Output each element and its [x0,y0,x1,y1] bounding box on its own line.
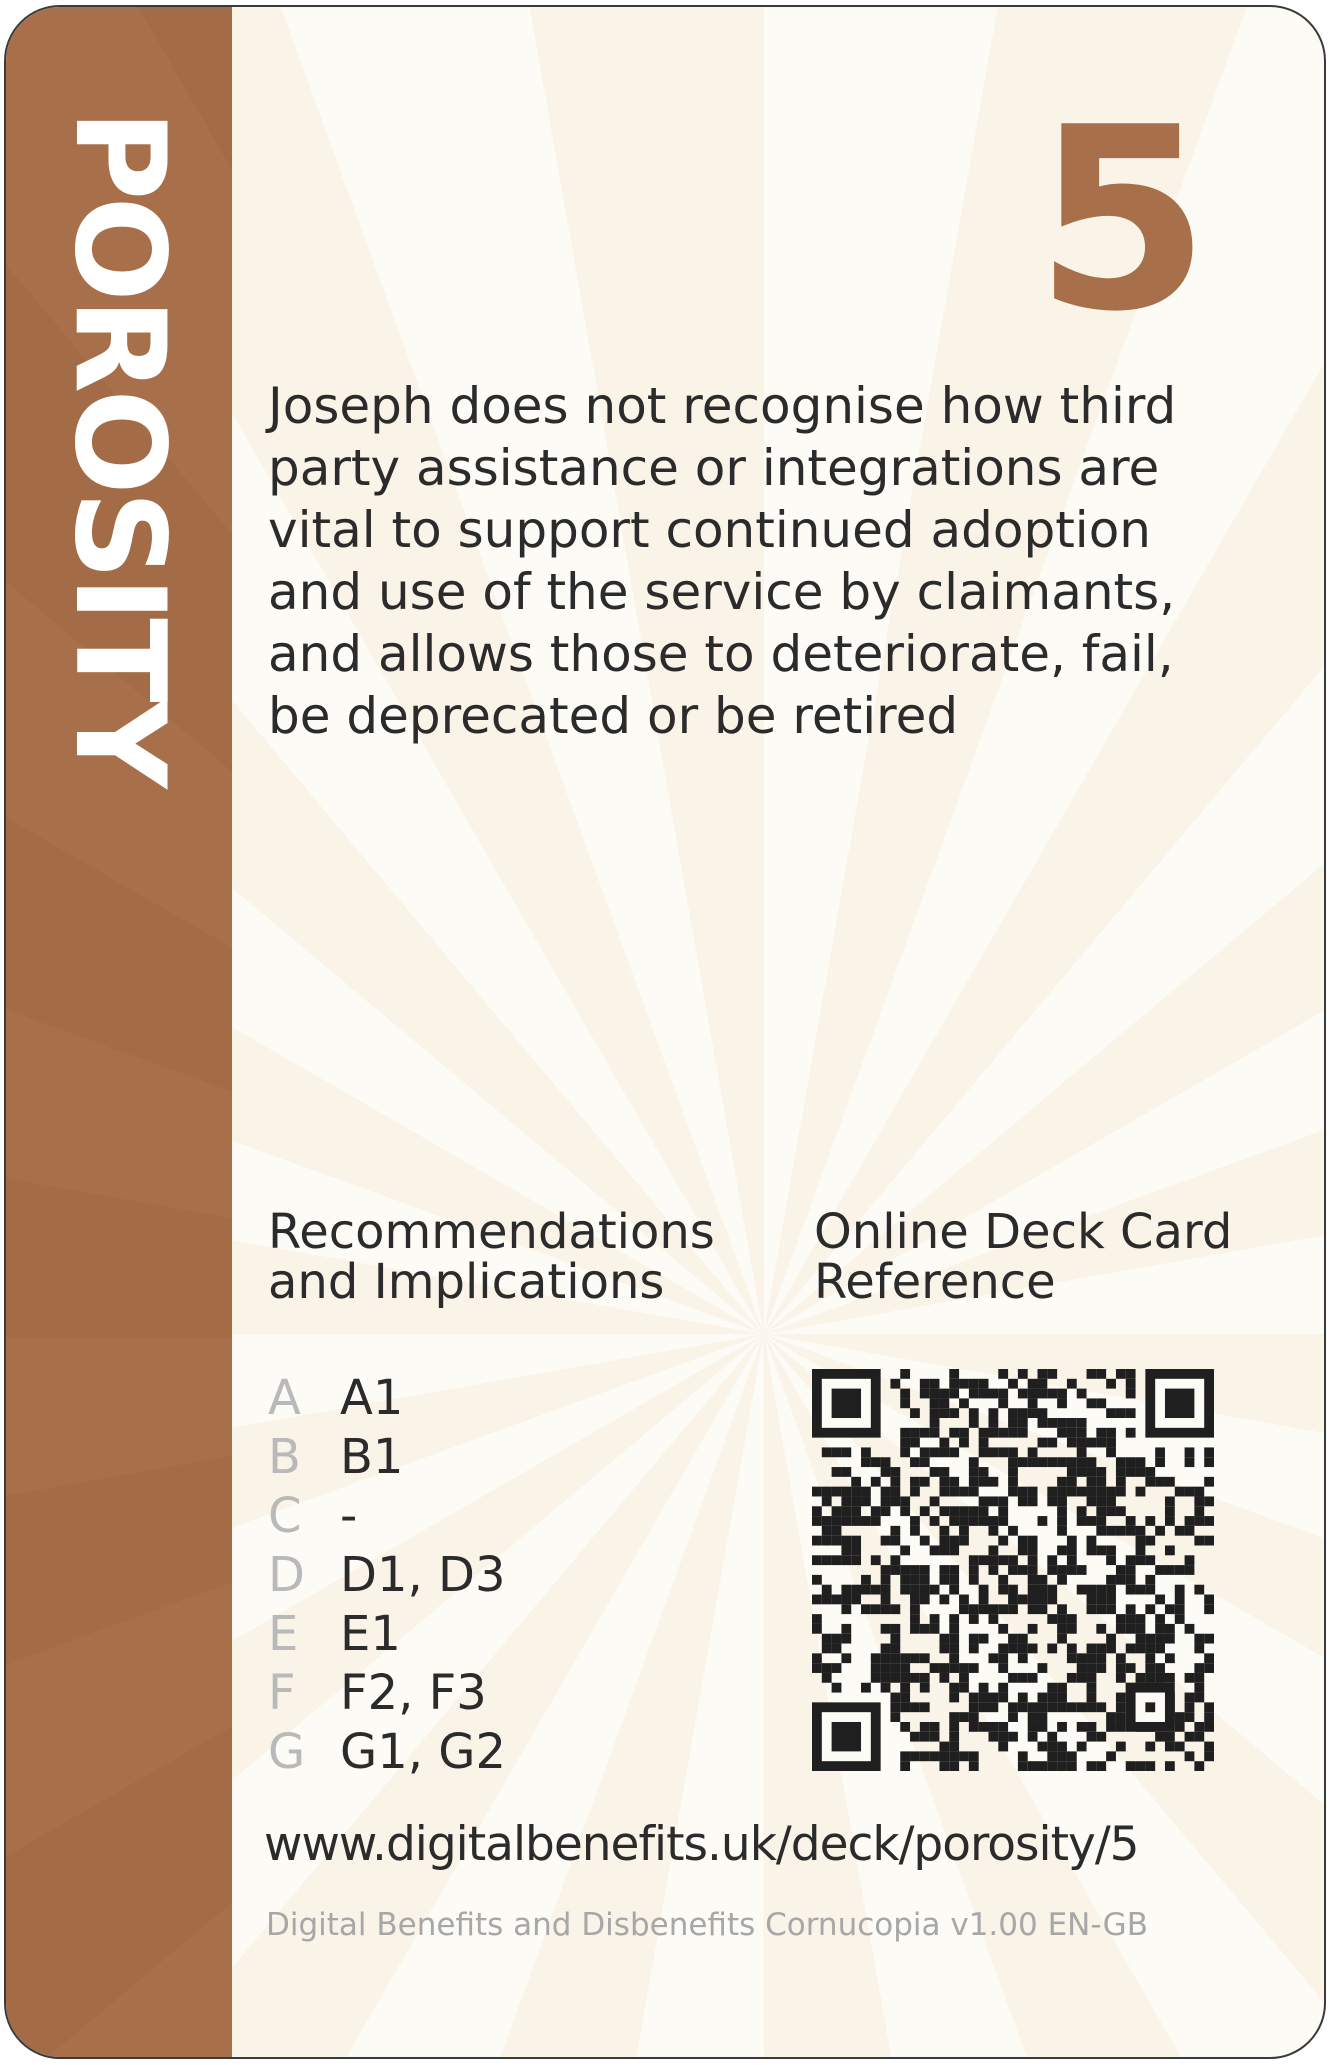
recommendation-letter: G [268,1724,306,1780]
recommendation-value: D1, D3 [340,1547,506,1603]
recommendation-value: - [340,1488,358,1544]
recommendation-item [268,1428,506,1487]
suit-band [6,7,232,2057]
recommendation-value: E1 [340,1606,401,1662]
recommendation-letter: D [268,1547,305,1603]
qr-code-icon[interactable] [812,1369,1214,1771]
recommendation-value: A1 [340,1370,404,1426]
recommendation-item [268,1605,506,1664]
recommendation-letter: A [268,1370,301,1426]
card-number: 5 [1034,74,1204,367]
recommendation-letter: C [268,1488,302,1544]
recommendation-item [268,1723,506,1782]
recommendation-value: F2, F3 [340,1665,487,1721]
card-description: Joseph does not recognise how third party assistance or integrations are vital to support continued adoption and use of the service by claimants, and allows those to deteriorate, fail, be deprecated or be retired [268,377,1177,745]
suit-name: POROSITY [47,109,191,785]
recommendations-list [268,1369,506,1782]
recommendation-value: G1, G2 [340,1724,506,1780]
recommendation-item [268,1369,506,1428]
recommendation-value: B1 [340,1429,404,1485]
recommendation-item [268,1487,506,1546]
recommendation-item [268,1664,506,1723]
recommendation-letter: B [268,1429,301,1485]
recommendations-title: Recommendations and Implications [268,1204,715,1310]
reference-title: Online Deck Card Reference [814,1204,1233,1310]
recommendation-letter: E [268,1606,299,1662]
recommendation-item [268,1546,506,1605]
deck-footer: Digital Benefits and Disbenefits Cornucopia v1.00 EN-GB [266,1907,1148,1943]
playing-card [4,5,1326,2059]
recommendation-letter: F [268,1665,296,1721]
card-url[interactable]: www.digitalbenefits.uk/deck/porosity/5 [264,1817,1139,1872]
